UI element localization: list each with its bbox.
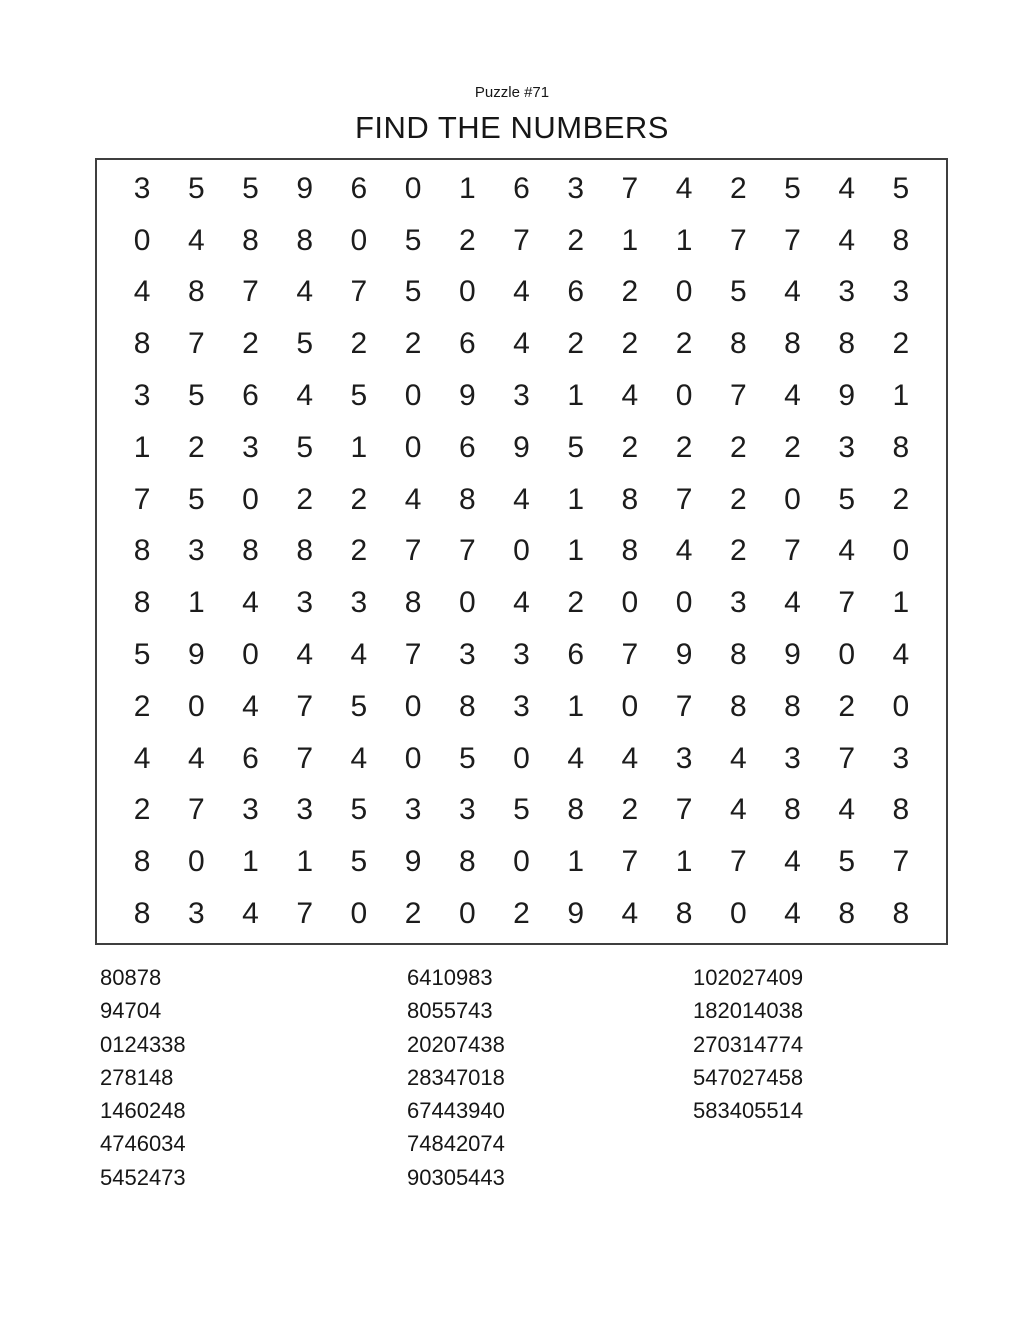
grid-cell: 5 [187, 379, 205, 413]
grid-cell: 0 [242, 638, 259, 672]
grid-cell: 0 [675, 379, 693, 413]
grid-cell: 0 [133, 223, 151, 257]
word-list-column [407, 961, 505, 1194]
grid-cell: 7 [458, 534, 476, 568]
grid-cell: 2 [729, 430, 747, 464]
grid-cell: 0 [621, 689, 639, 723]
word-list-item: 5452473 [100, 1164, 186, 1190]
grid-cell: 9 [838, 379, 856, 413]
grid-cell: 4 [838, 534, 856, 568]
grid-cell: 0 [513, 534, 530, 568]
word-list-item: 90305443 [407, 1164, 505, 1190]
grid-cell: 7 [675, 689, 693, 723]
grid-cell: 3 [187, 897, 205, 931]
grid-cell: 2 [729, 482, 747, 516]
grid-cell: 6 [567, 638, 585, 672]
grid-cell: 2 [621, 793, 639, 827]
grid-cell: 7 [296, 741, 314, 775]
grid-cell: 4 [513, 327, 530, 361]
grid-cell: 2 [784, 430, 801, 464]
grid-cell: 7 [350, 275, 368, 309]
grid-cell: 8 [296, 534, 314, 568]
grid-cell: 8 [242, 534, 259, 568]
grid-cell: 6 [513, 171, 530, 205]
grid-cell: 8 [621, 534, 639, 568]
grid-cell: 1 [675, 845, 693, 879]
grid-cell: 7 [675, 482, 693, 516]
word-list-item: 80878 [100, 965, 162, 990]
grid-cell: 5 [513, 793, 530, 827]
grid-cell: 1 [675, 223, 693, 257]
grid-cell: 7 [187, 327, 205, 361]
grid-cell: 0 [404, 741, 422, 775]
word-list-item: 1460248 [100, 1098, 186, 1124]
grid-cell: 7 [838, 741, 856, 775]
grid-cell: 9 [784, 638, 801, 672]
grid-cell: 7 [675, 793, 693, 827]
grid-cell: 3 [458, 638, 476, 672]
grid-cell: 4 [838, 793, 856, 827]
grid-cell: 5 [296, 327, 314, 361]
grid-cell: 4 [187, 223, 205, 257]
grid-cell: 8 [458, 689, 476, 723]
grid-cell: 5 [784, 171, 801, 205]
word-list-item: 94704 [100, 998, 162, 1024]
grid-cell: 8 [621, 482, 639, 516]
grid-cell: 8 [458, 845, 476, 879]
grid-cell: 7 [242, 275, 259, 309]
grid-cell: 5 [350, 689, 368, 723]
grid-cell: 3 [675, 741, 693, 775]
grid-cell: 4 [621, 897, 639, 931]
grid-cell: 4 [784, 586, 801, 620]
grid-cell: 1 [567, 379, 585, 413]
grid-cell: 0 [729, 897, 747, 931]
grid-cell: 0 [892, 534, 910, 568]
grid-cell: 7 [729, 845, 747, 879]
grid-cell: 4 [350, 638, 368, 672]
grid-cell: 0 [621, 586, 639, 620]
grid-cell: 3 [892, 275, 910, 309]
grid-cell: 4 [513, 275, 530, 309]
grid-cell: 4 [133, 741, 151, 775]
grid-cell: 0 [187, 689, 205, 723]
word-list-item: 28347018 [407, 1064, 505, 1090]
grid-cell: 8 [296, 223, 314, 257]
grid-cell: 4 [513, 482, 530, 516]
grid-cell: 3 [350, 586, 368, 620]
grid-cell: 4 [350, 741, 368, 775]
grid-cell: 4 [784, 275, 801, 309]
grid-cell: 0 [404, 689, 422, 723]
grid-cell: 3 [296, 793, 314, 827]
grid-cell: 8 [892, 793, 910, 827]
grid-cell: 1 [350, 430, 368, 464]
grid-cell: 5 [242, 171, 259, 205]
grid-cell: 2 [621, 327, 639, 361]
grid-cell: 4 [567, 741, 585, 775]
grid-cell: 3 [838, 430, 856, 464]
grid-cell: 4 [187, 741, 205, 775]
word-list-item: 67443940 [407, 1098, 505, 1124]
grid-cell: 1 [296, 845, 314, 879]
grid-cell: 7 [513, 223, 530, 257]
word-list-column [100, 961, 186, 1194]
grid-cell: 3 [892, 741, 910, 775]
grid-cell: 0 [675, 586, 693, 620]
grid-cell: 3 [513, 638, 530, 672]
grid-cell: 4 [621, 379, 639, 413]
grid-cell: 4 [784, 845, 801, 879]
grid-cell: 4 [675, 171, 693, 205]
grid-cell: 2 [675, 327, 693, 361]
puzzle-number: Puzzle #71 [474, 84, 550, 101]
grid-cell: 4 [838, 171, 856, 205]
grid-cell: 7 [729, 223, 747, 257]
grid-cell: 4 [296, 638, 314, 672]
grid-cell: 4 [621, 741, 639, 775]
grid-cell: 2 [404, 897, 422, 931]
grid-cell: 5 [404, 223, 422, 257]
grid-cell: 7 [838, 586, 856, 620]
grid-cell: 3 [404, 793, 422, 827]
grid-cell: 3 [513, 689, 530, 723]
grid-cell: 2 [567, 223, 585, 257]
word-list-item: 270314774 [693, 1031, 804, 1057]
number-grid [95, 158, 948, 945]
word-list-item: 6410983 [407, 965, 493, 990]
grid-cell: 3 [296, 586, 314, 620]
grid-cell: 1 [567, 534, 585, 568]
grid-cell: 6 [567, 275, 585, 309]
grid-cell: 3 [458, 793, 476, 827]
grid-cell: 3 [567, 171, 585, 205]
grid-cell: 7 [621, 845, 639, 879]
grid-cell: 8 [729, 327, 747, 361]
grid-cell: 7 [187, 793, 205, 827]
word-list-item: 182014038 [693, 998, 804, 1024]
grid-cell: 4 [242, 586, 259, 620]
grid-cell: 6 [458, 430, 476, 464]
grid-cell: 1 [621, 223, 639, 257]
grid-cell: 9 [675, 638, 693, 672]
grid-cell: 6 [350, 171, 368, 205]
grid-cell: 0 [404, 430, 422, 464]
grid-cell: 4 [296, 275, 314, 309]
grid-cell: 0 [458, 897, 476, 931]
grid-cell: 0 [458, 586, 476, 620]
grid-cell: 2 [133, 793, 151, 827]
grid-cell: 3 [242, 430, 259, 464]
grid-cell: 3 [784, 741, 801, 775]
grid-cell: 8 [242, 223, 259, 257]
grid-cell: 5 [350, 845, 368, 879]
grid-cell: 2 [567, 327, 585, 361]
grid-cell: 7 [729, 379, 747, 413]
grid-cell: 1 [242, 845, 259, 879]
grid-cell: 9 [513, 430, 530, 464]
grid-cell: 3 [133, 379, 151, 413]
grid-cell: 8 [187, 275, 205, 309]
grid-cell: 7 [784, 223, 801, 257]
grid-cell: 2 [621, 430, 639, 464]
grid-cell: 4 [296, 379, 314, 413]
grid-cell: 2 [729, 171, 747, 205]
grid-cell: 0 [513, 741, 530, 775]
grid-cell: 5 [350, 379, 368, 413]
word-list-item: 74842074 [407, 1131, 505, 1157]
grid-cell: 4 [242, 897, 259, 931]
grid-cell: 4 [784, 379, 801, 413]
grid-cell: 2 [838, 689, 856, 723]
grid-cell: 8 [133, 586, 151, 620]
grid-cell: 1 [133, 430, 151, 464]
grid-cell: 5 [187, 171, 205, 205]
grid-cell: 9 [187, 638, 205, 672]
grid-cell: 1 [567, 482, 585, 516]
grid-cell: 2 [242, 327, 259, 361]
grid-cell: 9 [296, 171, 314, 205]
word-list-item: 583405514 [693, 1098, 804, 1124]
grid-cell: 8 [133, 845, 151, 879]
grid-cell: 2 [350, 482, 368, 516]
grid-cell: 1 [187, 586, 205, 620]
grid-cell: 4 [675, 534, 693, 568]
grid-cell: 5 [133, 638, 151, 672]
grid-cell: 1 [892, 586, 910, 620]
word-list-item: 278148 [100, 1064, 174, 1090]
grid-cell: 4 [404, 482, 422, 516]
grid-cell: 0 [838, 638, 856, 672]
grid-cell: 8 [729, 689, 747, 723]
grid-cell: 0 [187, 845, 205, 879]
grid-cell: 7 [133, 482, 151, 516]
word-list-item: 8055743 [407, 998, 493, 1024]
grid-cell: 8 [838, 897, 856, 931]
grid-cell: 5 [296, 430, 314, 464]
grid-cell: 4 [729, 793, 747, 827]
grid-cell: 4 [513, 586, 530, 620]
page-title: FIND THE NUMBERS [354, 110, 669, 145]
grid-cell: 5 [458, 741, 476, 775]
grid-cell: 8 [892, 897, 910, 931]
grid-cell: 4 [242, 689, 259, 723]
grid-cell: 5 [187, 482, 205, 516]
word-list-item: 4746034 [100, 1131, 186, 1157]
grid-cell: 4 [784, 897, 801, 931]
grid-cell: 2 [513, 897, 530, 931]
grid-cell: 7 [621, 171, 639, 205]
grid-cell: 2 [350, 327, 368, 361]
grid-cell: 1 [567, 689, 585, 723]
word-list-column [693, 961, 803, 1127]
grid-cell: 7 [404, 534, 422, 568]
grid-cell: 5 [350, 793, 368, 827]
grid-cell: 3 [513, 379, 530, 413]
grid-cell: 0 [404, 379, 422, 413]
grid-cell: 2 [621, 275, 639, 309]
grid-cell: 8 [784, 327, 801, 361]
grid-cell: 6 [242, 379, 259, 413]
grid-cell: 3 [133, 171, 151, 205]
grid-cell: 8 [892, 223, 910, 257]
grid-cell: 6 [242, 741, 259, 775]
grid-cell: 8 [838, 327, 856, 361]
grid-cell: 2 [675, 430, 693, 464]
grid-cell: 9 [458, 379, 476, 413]
grid-cell: 8 [133, 534, 151, 568]
grid-cell: 0 [242, 482, 259, 516]
grid-cell: 2 [133, 689, 151, 723]
grid-cell: 6 [458, 327, 476, 361]
grid-cell: 8 [675, 897, 693, 931]
grid-cell: 5 [567, 430, 585, 464]
grid-cell: 8 [567, 793, 585, 827]
grid-cell: 7 [784, 534, 801, 568]
grid-cell: 9 [404, 845, 422, 879]
grid-cell: 8 [784, 793, 801, 827]
grid-cell: 0 [892, 689, 910, 723]
grid-cell: 3 [187, 534, 205, 568]
grid-cell: 9 [567, 897, 585, 931]
grid-cell: 5 [838, 482, 856, 516]
grid-cell: 3 [242, 793, 259, 827]
grid-cell: 7 [296, 897, 314, 931]
grid-cell: 2 [350, 534, 368, 568]
grid-cell: 1 [567, 845, 585, 879]
grid-cell: 0 [350, 223, 368, 257]
grid-cell: 2 [187, 430, 205, 464]
grid-cell: 1 [458, 171, 476, 205]
grid-cell: 2 [296, 482, 314, 516]
grid-cell: 4 [838, 223, 856, 257]
grid-cell: 0 [784, 482, 801, 516]
grid-cell: 0 [350, 897, 368, 931]
grid-cell: 8 [784, 689, 801, 723]
grid-cell: 3 [729, 586, 747, 620]
grid-cell: 2 [892, 482, 910, 516]
grid-cell: 7 [296, 689, 314, 723]
grid-cell: 2 [567, 586, 585, 620]
grid-cell: 4 [892, 638, 910, 672]
grid-cell: 2 [892, 327, 910, 361]
grid-cell: 5 [404, 275, 422, 309]
word-list-item: 547027458 [693, 1064, 804, 1090]
word-list-item: 0124338 [100, 1031, 186, 1057]
grid-cell: 8 [133, 897, 151, 931]
grid-cell: 7 [621, 638, 639, 672]
grid-cell: 8 [729, 638, 747, 672]
grid-cell: 8 [404, 586, 422, 620]
grid-cell: 5 [892, 171, 910, 205]
grid-cell: 8 [458, 482, 476, 516]
grid-cell: 0 [458, 275, 476, 309]
grid-cell: 0 [404, 171, 422, 205]
word-list-item: 20207438 [407, 1031, 505, 1057]
grid-cell: 2 [729, 534, 747, 568]
grid-cell: 1 [892, 379, 910, 413]
grid-cell: 3 [838, 275, 856, 309]
grid-cell: 2 [404, 327, 422, 361]
grid-cell: 0 [675, 275, 693, 309]
grid-cell: 8 [133, 327, 151, 361]
grid-cell: 7 [404, 638, 422, 672]
grid-cell: 2 [458, 223, 476, 257]
grid-cell: 5 [729, 275, 747, 309]
grid-cell: 0 [513, 845, 530, 879]
grid-cell: 4 [133, 275, 151, 309]
grid-cell: 4 [729, 741, 747, 775]
word-list-item: 102027409 [693, 965, 804, 990]
grid-cell: 8 [892, 430, 910, 464]
grid-cell: 7 [892, 845, 910, 879]
grid-cell: 5 [838, 845, 856, 879]
